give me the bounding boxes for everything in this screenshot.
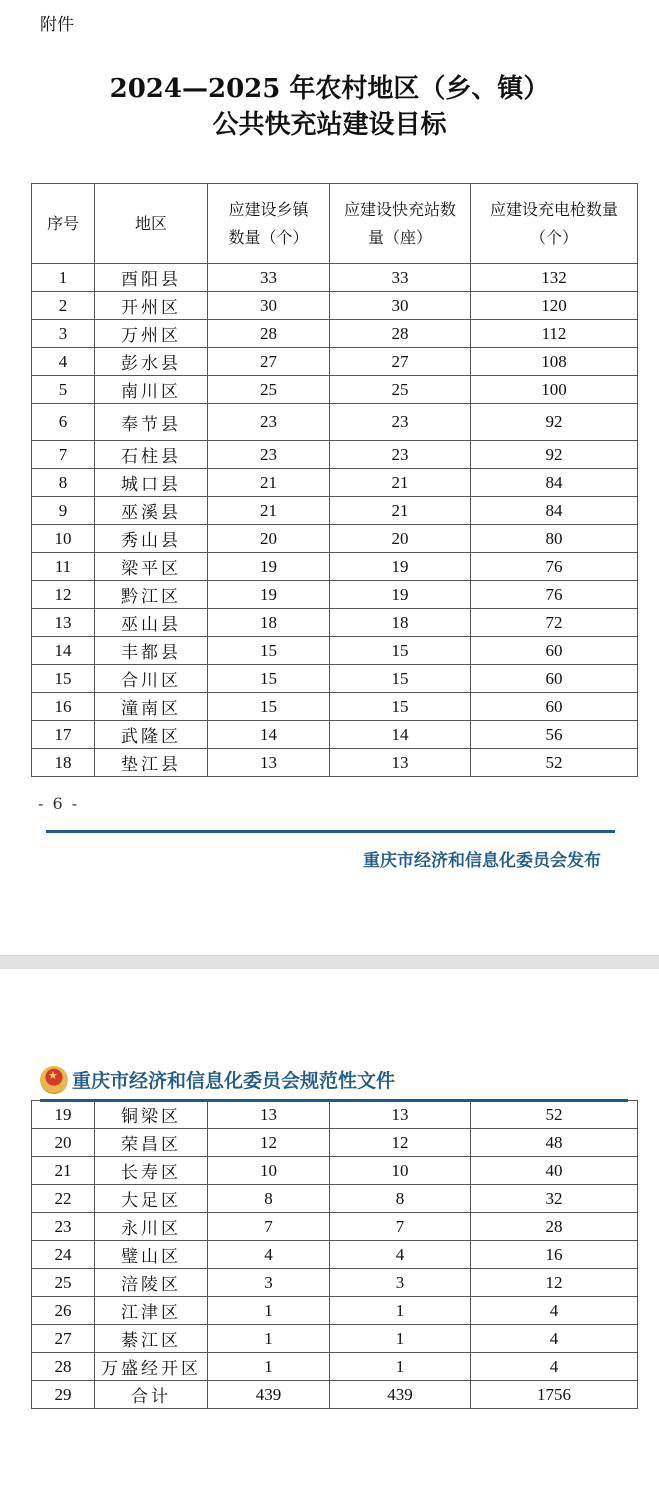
cell-region: 武隆区 xyxy=(95,721,208,749)
cell-region: 南川区 xyxy=(95,376,208,404)
table-row xyxy=(32,1325,638,1353)
cell-stations: 13 xyxy=(330,749,471,777)
cell-stations: 15 xyxy=(330,665,471,693)
cell-towns: 15 xyxy=(208,665,330,693)
cell-stations: 14 xyxy=(330,721,471,749)
cell-no: 7 xyxy=(32,441,95,469)
cell-stations: 10 xyxy=(330,1157,471,1185)
header-guns: 应建设充电枪数量（个） xyxy=(471,184,638,264)
cell-no: 16 xyxy=(32,693,95,721)
header-region: 地区 xyxy=(95,184,208,264)
cell-towns: 33 xyxy=(208,264,330,292)
cell-guns: 32 xyxy=(471,1185,638,1213)
cell-guns: 76 xyxy=(471,553,638,581)
cell-stations: 28 xyxy=(330,320,471,348)
cell-no: 2 xyxy=(32,292,95,320)
table-row xyxy=(32,404,638,441)
page-number: - 6 - xyxy=(38,794,80,813)
cell-no: 25 xyxy=(32,1269,95,1297)
cell-no: 29 xyxy=(32,1381,95,1409)
cell-stations: 8 xyxy=(330,1185,471,1213)
cell-stations: 27 xyxy=(330,348,471,376)
cell-no: 28 xyxy=(32,1353,95,1381)
cell-towns: 12 xyxy=(208,1129,330,1157)
cell-no: 8 xyxy=(32,469,95,497)
cell-region: 开州区 xyxy=(95,292,208,320)
cell-no: 6 xyxy=(32,404,95,441)
cell-towns: 23 xyxy=(208,404,330,441)
cell-region: 石柱县 xyxy=(95,441,208,469)
cell-towns: 23 xyxy=(208,441,330,469)
table-header-row xyxy=(32,184,638,264)
cell-towns: 19 xyxy=(208,581,330,609)
table-row xyxy=(32,441,638,469)
cell-region: 铜梁区 xyxy=(95,1101,208,1129)
cell-no: 14 xyxy=(32,637,95,665)
table-row xyxy=(32,264,638,292)
cell-guns: 60 xyxy=(471,693,638,721)
cell-no: 23 xyxy=(32,1213,95,1241)
table-row xyxy=(32,348,638,376)
cell-stations: 4 xyxy=(330,1241,471,1269)
cell-guns: 108 xyxy=(471,348,638,376)
cell-no: 12 xyxy=(32,581,95,609)
table-row xyxy=(32,320,638,348)
cell-region: 綦江区 xyxy=(95,1325,208,1353)
cell-guns: 132 xyxy=(471,264,638,292)
publisher-footer: 重庆市经济和信息化委员会发布 xyxy=(363,851,601,871)
cell-region: 万盛经开区 xyxy=(95,1353,208,1381)
table-row xyxy=(32,581,638,609)
table-row xyxy=(32,665,638,693)
table-row xyxy=(32,1101,638,1129)
cell-guns: 4 xyxy=(471,1353,638,1381)
targets-table-page1 xyxy=(31,183,638,777)
cell-guns: 84 xyxy=(471,497,638,525)
cell-region: 巫山县 xyxy=(95,609,208,637)
cell-towns: 20 xyxy=(208,525,330,553)
cell-no: 9 xyxy=(32,497,95,525)
cell-no: 10 xyxy=(32,525,95,553)
table-row xyxy=(32,637,638,665)
cell-region: 城口县 xyxy=(95,469,208,497)
cell-stations: 15 xyxy=(330,693,471,721)
cell-no: 21 xyxy=(32,1157,95,1185)
cell-region: 长寿区 xyxy=(95,1157,208,1185)
header-stations: 应建设快充站数量（座） xyxy=(330,184,471,264)
cell-no: 17 xyxy=(32,721,95,749)
table-row xyxy=(32,1129,638,1157)
table-row xyxy=(32,497,638,525)
table-row xyxy=(32,1241,638,1269)
footer-divider xyxy=(46,830,615,833)
table-row xyxy=(32,693,638,721)
table-row xyxy=(32,609,638,637)
cell-stations: 25 xyxy=(330,376,471,404)
cell-no: 18 xyxy=(32,749,95,777)
header-towns: 应建设乡镇数量（个） xyxy=(208,184,330,264)
cell-stations: 33 xyxy=(330,264,471,292)
cell-no: 22 xyxy=(32,1185,95,1213)
cell-stations: 23 xyxy=(330,441,471,469)
next-page-header: 重庆市经济和信息化委员会规范性文件 xyxy=(72,1070,396,1092)
cell-towns: 25 xyxy=(208,376,330,404)
cell-towns: 8 xyxy=(208,1185,330,1213)
table-row xyxy=(32,1213,638,1241)
cell-region: 璧山区 xyxy=(95,1241,208,1269)
targets-table-page2 xyxy=(31,1100,638,1409)
cell-stations: 1 xyxy=(330,1325,471,1353)
cell-towns: 19 xyxy=(208,553,330,581)
cell-stations: 21 xyxy=(330,469,471,497)
cell-no: 5 xyxy=(32,376,95,404)
cell-stations: 1 xyxy=(330,1353,471,1381)
cell-towns: 15 xyxy=(208,693,330,721)
cell-region: 合计 xyxy=(95,1381,208,1409)
cell-region: 梁平区 xyxy=(95,553,208,581)
cell-stations: 19 xyxy=(330,581,471,609)
attachment-label: 附件 xyxy=(40,15,74,35)
cell-towns: 21 xyxy=(208,469,330,497)
cell-guns: 1756 xyxy=(471,1381,638,1409)
cell-no: 13 xyxy=(32,609,95,637)
cell-towns: 18 xyxy=(208,609,330,637)
cell-region: 江津区 xyxy=(95,1297,208,1325)
cell-region: 涪陵区 xyxy=(95,1269,208,1297)
cell-no: 3 xyxy=(32,320,95,348)
cell-no: 26 xyxy=(32,1297,95,1325)
table-row xyxy=(32,1185,638,1213)
document-title-line2: 公共快充站建设目标 xyxy=(212,110,447,140)
cell-guns: 100 xyxy=(471,376,638,404)
document-title-line1: 2024—2025 年农村地区（乡、镇） xyxy=(109,74,550,104)
table-row xyxy=(32,1297,638,1325)
cell-towns: 27 xyxy=(208,348,330,376)
cell-no: 15 xyxy=(32,665,95,693)
table-row xyxy=(32,721,638,749)
cell-guns: 48 xyxy=(471,1129,638,1157)
cell-towns: 21 xyxy=(208,497,330,525)
cell-region: 永川区 xyxy=(95,1213,208,1241)
cell-stations: 20 xyxy=(330,525,471,553)
cell-stations: 21 xyxy=(330,497,471,525)
header-divider xyxy=(40,1099,628,1102)
cell-region: 酉阳县 xyxy=(95,264,208,292)
cell-region: 万州区 xyxy=(95,320,208,348)
table-row xyxy=(32,1381,638,1409)
cell-region: 大足区 xyxy=(95,1185,208,1213)
cell-towns: 30 xyxy=(208,292,330,320)
cell-towns: 10 xyxy=(208,1157,330,1185)
cell-stations: 3 xyxy=(330,1269,471,1297)
cell-region: 丰都县 xyxy=(95,637,208,665)
cell-guns: 112 xyxy=(471,320,638,348)
table-row xyxy=(32,1353,638,1381)
cell-region: 奉节县 xyxy=(95,404,208,441)
cell-towns: 1 xyxy=(208,1297,330,1325)
cell-region: 秀山县 xyxy=(95,525,208,553)
cell-guns: 72 xyxy=(471,609,638,637)
cell-towns: 1 xyxy=(208,1325,330,1353)
cell-no: 19 xyxy=(32,1101,95,1129)
cell-guns: 80 xyxy=(471,525,638,553)
table-row xyxy=(32,1269,638,1297)
national-emblem-icon xyxy=(40,1066,68,1094)
cell-stations: 12 xyxy=(330,1129,471,1157)
cell-stations: 15 xyxy=(330,637,471,665)
cell-stations: 439 xyxy=(330,1381,471,1409)
cell-towns: 14 xyxy=(208,721,330,749)
cell-stations: 23 xyxy=(330,404,471,441)
cell-stations: 13 xyxy=(330,1101,471,1129)
cell-guns: 28 xyxy=(471,1213,638,1241)
cell-region: 荣昌区 xyxy=(95,1129,208,1157)
cell-towns: 1 xyxy=(208,1353,330,1381)
cell-guns: 76 xyxy=(471,581,638,609)
table-row xyxy=(32,749,638,777)
cell-guns: 60 xyxy=(471,665,638,693)
cell-towns: 15 xyxy=(208,637,330,665)
page-separator xyxy=(0,955,659,969)
table-row xyxy=(32,1157,638,1185)
cell-towns: 439 xyxy=(208,1381,330,1409)
cell-region: 合川区 xyxy=(95,665,208,693)
cell-guns: 4 xyxy=(471,1325,638,1353)
table-row xyxy=(32,553,638,581)
cell-stations: 30 xyxy=(330,292,471,320)
cell-region: 彭水县 xyxy=(95,348,208,376)
table-row xyxy=(32,292,638,320)
cell-guns: 60 xyxy=(471,637,638,665)
cell-stations: 7 xyxy=(330,1213,471,1241)
table-row xyxy=(32,469,638,497)
cell-region: 潼南区 xyxy=(95,693,208,721)
cell-guns: 56 xyxy=(471,721,638,749)
cell-stations: 1 xyxy=(330,1297,471,1325)
table-row xyxy=(32,525,638,553)
cell-towns: 13 xyxy=(208,1101,330,1129)
cell-guns: 84 xyxy=(471,469,638,497)
cell-guns: 52 xyxy=(471,749,638,777)
cell-no: 24 xyxy=(32,1241,95,1269)
cell-towns: 28 xyxy=(208,320,330,348)
cell-region: 垫江县 xyxy=(95,749,208,777)
cell-guns: 4 xyxy=(471,1297,638,1325)
cell-region: 巫溪县 xyxy=(95,497,208,525)
cell-towns: 4 xyxy=(208,1241,330,1269)
header-no: 序号 xyxy=(32,184,95,264)
cell-guns: 120 xyxy=(471,292,638,320)
cell-guns: 16 xyxy=(471,1241,638,1269)
cell-region: 黔江区 xyxy=(95,581,208,609)
cell-stations: 19 xyxy=(330,553,471,581)
cell-guns: 12 xyxy=(471,1269,638,1297)
cell-guns: 92 xyxy=(471,441,638,469)
cell-towns: 13 xyxy=(208,749,330,777)
cell-no: 4 xyxy=(32,348,95,376)
cell-towns: 7 xyxy=(208,1213,330,1241)
cell-no: 11 xyxy=(32,553,95,581)
cell-no: 20 xyxy=(32,1129,95,1157)
cell-guns: 52 xyxy=(471,1101,638,1129)
cell-guns: 40 xyxy=(471,1157,638,1185)
cell-guns: 92 xyxy=(471,404,638,441)
table-row xyxy=(32,376,638,404)
cell-towns: 3 xyxy=(208,1269,330,1297)
cell-stations: 18 xyxy=(330,609,471,637)
cell-no: 1 xyxy=(32,264,95,292)
cell-no: 27 xyxy=(32,1325,95,1353)
